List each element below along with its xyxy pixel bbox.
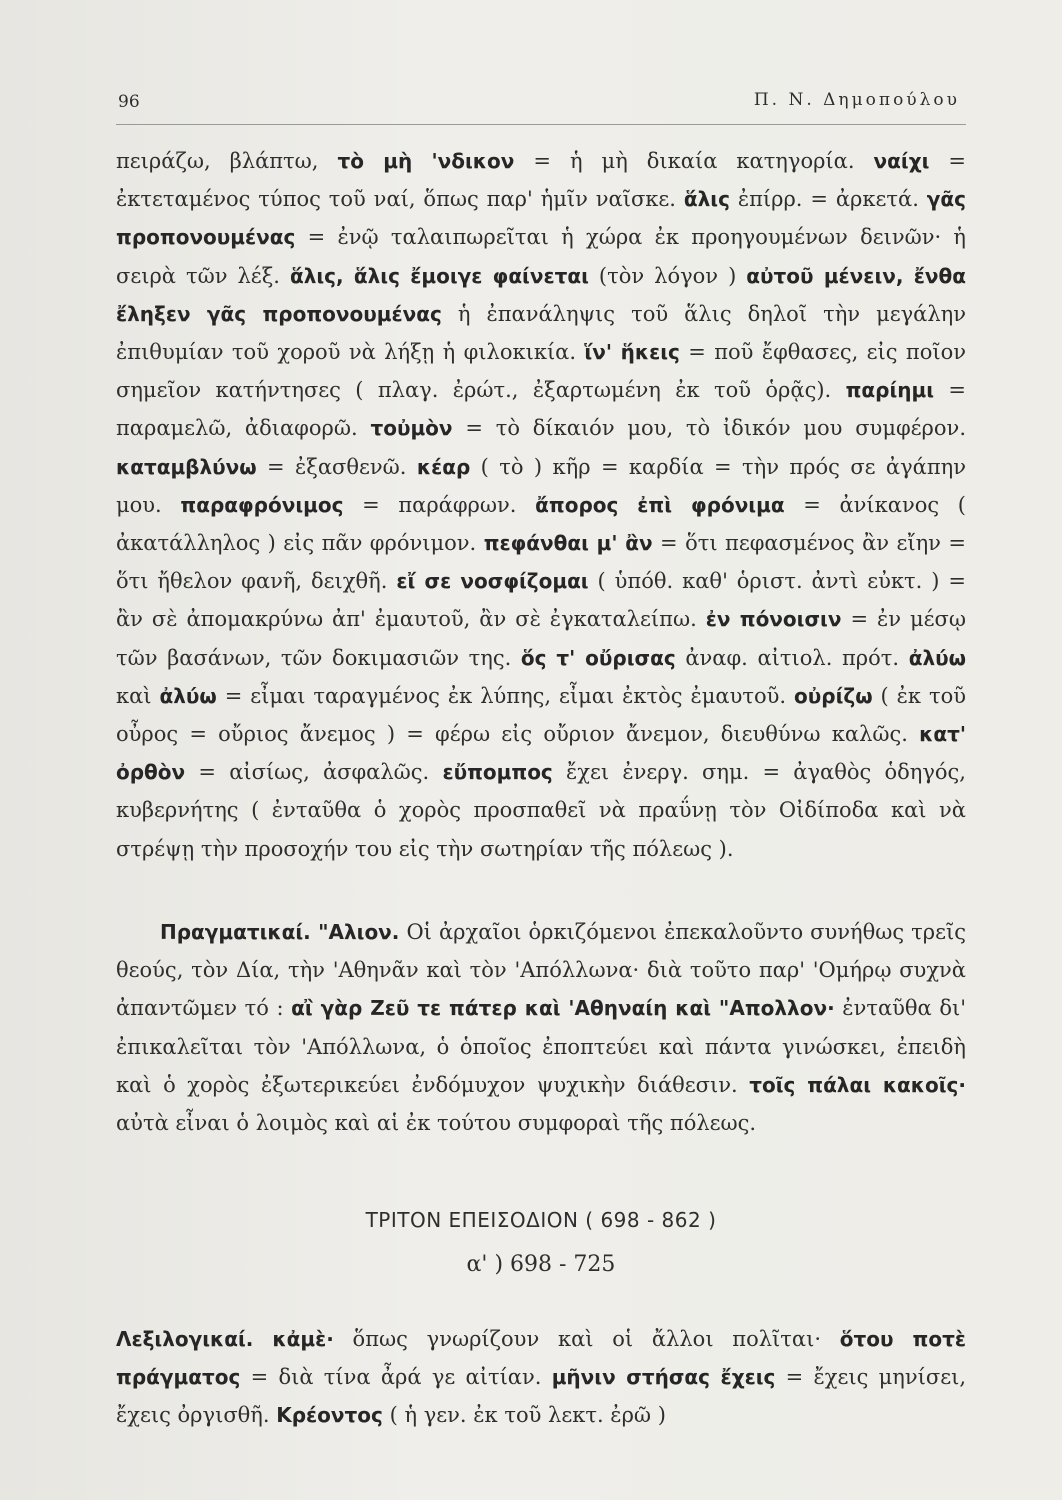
lemma-term: ναίχι [873, 149, 930, 173]
header-rule [116, 124, 966, 125]
lemma-term: Κρέοντος [276, 1403, 383, 1428]
gloss-text: = αἰσίως, ἀσφαλῶς. [185, 760, 443, 785]
lemma-term: ὅς τ' οὔρισας [520, 645, 676, 670]
section-title: ΤΡΙΤΟΝ ΕΠΕΙΣΟΔΙΟΝ ( 698 - 862 ) [365, 1208, 717, 1232]
subsection-title: α' ) 698 - 725 [466, 1252, 616, 1277]
gloss-text: ἔχει ἐνεργ. σημ. = ἀγαθὸς ὁδηγός, κυβερνήτης ( ἐνταῦθα ὁ χορὸς προσπαθεῖ νὰ πραΰνῃ τὸν Οἰδίποδα καὶ νὰ στρέψῃ τὴν προσοχήν του εἰς τὴν σωτηρίαν τῆς πόλεως ). [116, 760, 966, 861]
gloss-text: = ἔχεις μηνίσει, ἔχεις ὀργισθῆ. [116, 1365, 966, 1428]
gloss-text: ( τὸ ) κῆρ = καρδία = τὴν πρός σε ἀγάπην μου. [116, 454, 966, 517]
gloss-text: ὅπως γνωρίζουν καὶ οἱ ἄλλοι πολῖται· [333, 1327, 840, 1351]
lemma-term: πεφάνθαι μ' ἂν [483, 531, 653, 556]
gloss-text: αὐτὰ εἶναι ὁ λοιμὸς καὶ αἱ ἐκ τούτου συμφοραὶ τῆς πόλεως. [116, 1111, 757, 1136]
lemma-term: οὐρίζω [794, 683, 873, 708]
gloss-text: = παραμελῶ, ἀδιαφορῶ. [116, 378, 966, 441]
gloss-text: Οἱ ἀρχαῖοι ὁρκιζόμενοι ἐπεκαλοῦντο συνήθως τρεῖς θεούς, τὸν Δία, τὴν 'Αθηνᾶν καὶ τὸν 'Απόλλωνα· διὰ τοῦτο παρ' 'Ομήρῳ συχνὰ ἀπαντῶμεν τό : [116, 920, 967, 1021]
lemma-term: αὐτοῦ μένειν, ἔνθα ἔληξεν γᾶς προπονουμένας [116, 263, 966, 326]
lemma-term: γᾶς προπονουμένας [116, 187, 966, 250]
lemma-term: ἅλις, ἅλις ἔμοιγε φαίνεται [289, 263, 589, 288]
lemma-term: ὅτου ποτὲ πράγματος [116, 1327, 966, 1390]
lemma-term: Πραγματικαί. "Αλιον. [160, 920, 400, 944]
lemma-term: παραφρόνιμος [180, 492, 344, 517]
gloss-text: = ἐξασθενῶ. [256, 454, 417, 479]
lemma-term: κατ' ὀρθὸν [116, 722, 966, 785]
gloss-text: (τὸν λόγον ) [588, 263, 747, 288]
page-number: 96 [118, 92, 140, 112]
gloss-text: = ἐν μέσῳ τῶν βασάνων, τῶν δοκιμασιῶν της. [116, 607, 966, 670]
lemma-term: παρίημι [845, 378, 935, 403]
gloss-text: = εἶμαι ταραγμένος ἐκ λύπης, εἶμαι ἐκτὸς ἐμαυτοῦ. [216, 683, 795, 708]
gloss-text: ἀναφ. αἰτιολ. πρότ. [675, 645, 909, 670]
gloss-text: = ἐνῷ ταλαιπωρεῖται ἡ χώρα ἐκ προηγουμένων δεινῶν· ἡ σειρὰ τῶν λέξ. [116, 225, 966, 288]
commentary-paragraph-lexical-2 [116, 1320, 966, 1435]
gloss-text: πειράζω, βλάπτω, [116, 149, 338, 173]
gloss-text: ( ὑπόθ. καθ' ὁριστ. ἀντὶ εὐκτ. ) = ἂν σὲ ἀπομακρύνω ἀπ' ἐμαυτοῦ, ἂν σὲ ἐγκαταλείπω. [116, 569, 967, 632]
lemma-term: ἀλύω [159, 683, 217, 708]
lemma-term: τοὐμὸν [370, 416, 453, 441]
lemma-term: ἀλύω [908, 645, 966, 670]
page-header [118, 86, 968, 118]
lemma-term: ἵν' ἥκεις [584, 340, 680, 365]
gloss-text: = διὰ τίνα ἆρά γε αἰτίαν. [240, 1365, 552, 1390]
gloss-text: ἡ ἐπανάληψις τοῦ ἅλις δηλοῖ τὴν μεγάλην ἐπιθυμίαν τοῦ χοροῦ νὰ λήξῃ ἡ φιλοκικία. [116, 301, 967, 365]
lemma-term: τοῖς πάλαι κακοῖς· [749, 1072, 966, 1097]
lemma-term: αἲ γὰρ Ζεῦ τε πάτερ καὶ 'Αθηναίη καὶ "Απολλον· [291, 996, 835, 1021]
lemma-term: κέαρ [416, 454, 471, 479]
gloss-text: = ἐκτεταμένος τύπος τοῦ ναί, ὅπως παρ' ἡμῖν ναῖσκε. [116, 149, 966, 212]
lemma-term: ἄπορος ἐπὶ φρόνιμα [535, 492, 785, 517]
gloss-text: καὶ [116, 683, 160, 708]
commentary-paragraph-lexical [116, 142, 966, 868]
gloss-text: ( ἡ γεν. ἐκ τοῦ λεκτ. ἐρῶ ) [382, 1403, 666, 1428]
gloss-text: ( ἐκ τοῦ οὖρος = οὔριος ἄνεμος ) = φέρω εἰς οὔριον ἄνεμον, διευθύνω καλῶς. [116, 683, 967, 747]
lemma-term: τὸ μὴ 'νδικον [337, 149, 515, 173]
gloss-text: = τὸ δίκαιόν μου, τὸ ἰδικόν μου συμφέρον. [452, 416, 966, 441]
gloss-text: = παράφρων. [343, 492, 536, 517]
gloss-text: = ἡ μὴ δικαία κατηγορία. [514, 149, 874, 173]
lemma-term: εὔπομπος [442, 760, 553, 785]
running-head: Π. Ν. Δημοπούλου [753, 90, 960, 110]
gloss-text: = ποῦ ἔφθασες, εἰς ποῖον σημεῖον κατήντησες ( πλαγ. ἐρώτ., ἐξαρτωμένη ἐκ τοῦ ὁρᾷς). [116, 340, 967, 403]
gloss-text: ἐπίρρ. = ἀρκετά. [729, 187, 927, 212]
lemma-term: μῆνιν στήσας ἔχεις [551, 1365, 776, 1390]
lemma-term: ἅλις [683, 187, 730, 212]
lemma-term: Λεξιλογικαί. κἀμὲ· [116, 1327, 334, 1351]
commentary-paragraph-factual [116, 913, 966, 1142]
gloss-text: ἐνταῦθα δι' ἐπικαλεῖται τὸν 'Απόλλωνα, ὁ ὁποῖος ἐποπτεύει καὶ πάντα γινώσκει, ἐπειδὴ καὶ ὁ χορὸς ἐξωτερικεύει ἐνδόμυχον ψυχικὴν διάθεσιν. [116, 996, 966, 1097]
lemma-term: ἐν πόνοισιν [705, 607, 842, 632]
gloss-text: = ἀνίκανος ( ἀκατάλληλος ) εἰς πᾶν φρόνιμον. [116, 492, 966, 556]
lemma-term: καταμβλύνω [116, 454, 257, 479]
gloss-text: = ὅτι πεφασμένος ἂν εἴην = ὅτι ἤθελον φανῆ, δειχθῆ. [116, 531, 966, 594]
lemma-term: εἴ σε νοσφίζομαι [396, 569, 589, 594]
